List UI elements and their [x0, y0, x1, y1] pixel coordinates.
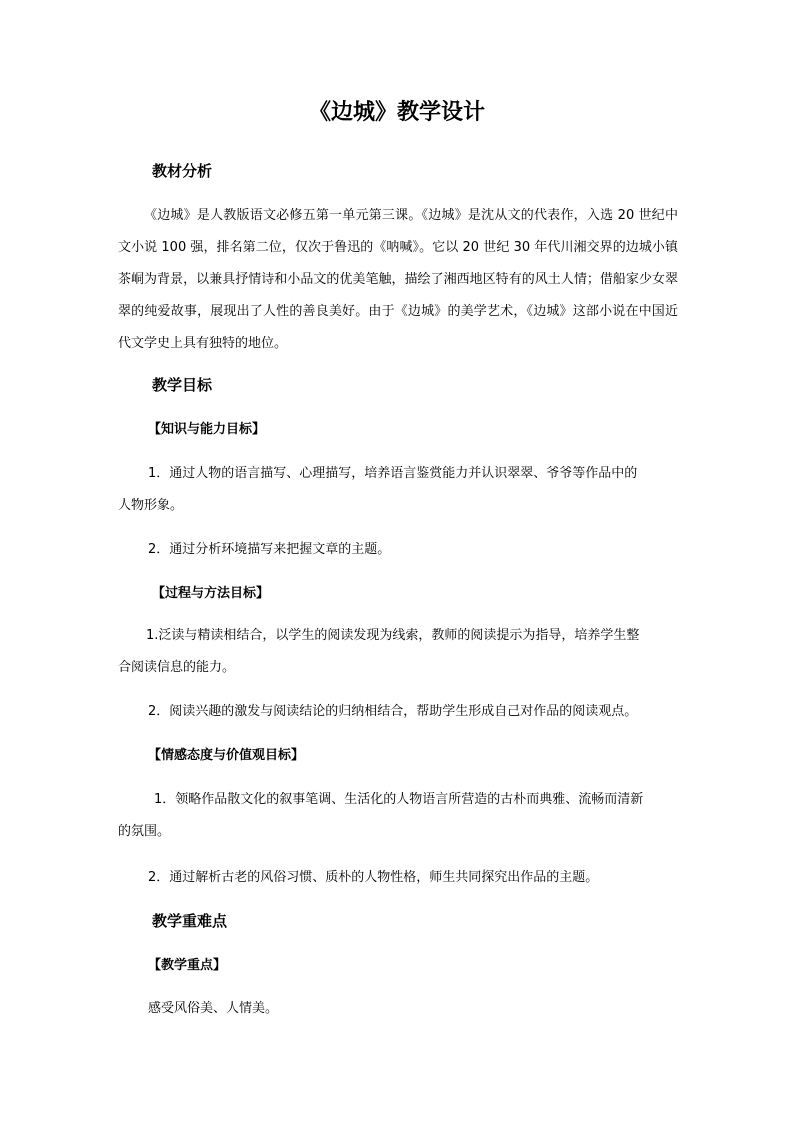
process-item-1-line-2: 合阅读信息的能力。 [118, 660, 236, 675]
heading-key-points: 教学重难点 [152, 912, 228, 930]
subheading-knowledge-ability: 【知识与能力目标】 [148, 422, 266, 437]
material-analysis-paragraph: 《边城》是人教版语文必修五第一单元第三课。《边城》是沈从文的代表作，入选 20 世纪中文小说 100 强，排名第二位，仅次于鲁迅的《呐喊》。它以 20 世纪 30 年代川湘交界的边城小镇茶峒为背景，以兼具抒情诗和小品文的优美笔触，描绘了湘西地区特有的风土人情；借船家少女翠翠的纯爱故事，展现出了人性的善良美好。由于《边城》的美学艺术，《边城》这部小说在中国近代文学史上具有独特的地位。 [118, 208, 678, 351]
knowledge-item-1-line-1: 1．通过人物的语言描写、心理描写，培养语言鉴赏能力并认识翠翠、爷爷等作品中的 [148, 466, 638, 481]
emotion-item-2: 2．通过解析古老的风俗习惯、质朴的人物性格，师生共同探究出作品的主题。 [148, 870, 599, 885]
document-title: 《边城》教学设计 [308, 100, 485, 125]
emotion-item-1-line-1: 1．领略作品散文化的叙事笔调、生活化的人物语言所营造的古朴而典雅、流畅而清新 [154, 792, 644, 807]
subheading-emotion-values: 【情感态度与价值观目标】 [148, 748, 305, 763]
subheading-teaching-focus: 【教学重点】 [148, 958, 227, 973]
process-item-1-line-1: 1.泛读与精读相结合，以学生的阅读发现为线索，教师的阅读提示为指导，培养学生整 [146, 628, 640, 643]
process-item-2: 2．阅读兴趣的激发与阅读结论的归纳相结合，帮助学生形成自己对作品的阅读观点。 [148, 704, 638, 719]
subheading-process-method: 【过程与方法目标】 [152, 586, 270, 601]
knowledge-item-1-line-2: 人物形象。 [118, 498, 184, 513]
knowledge-item-2: 2．通过分析环境描写来把握文章的主题。 [148, 542, 391, 557]
emotion-item-1-line-2: 的氛围。 [118, 824, 171, 839]
teaching-focus-content: 感受风俗美、人情美。 [148, 1001, 279, 1016]
heading-teaching-goals: 教学目标 [152, 376, 213, 394]
heading-material-analysis: 教材分析 [152, 162, 213, 180]
